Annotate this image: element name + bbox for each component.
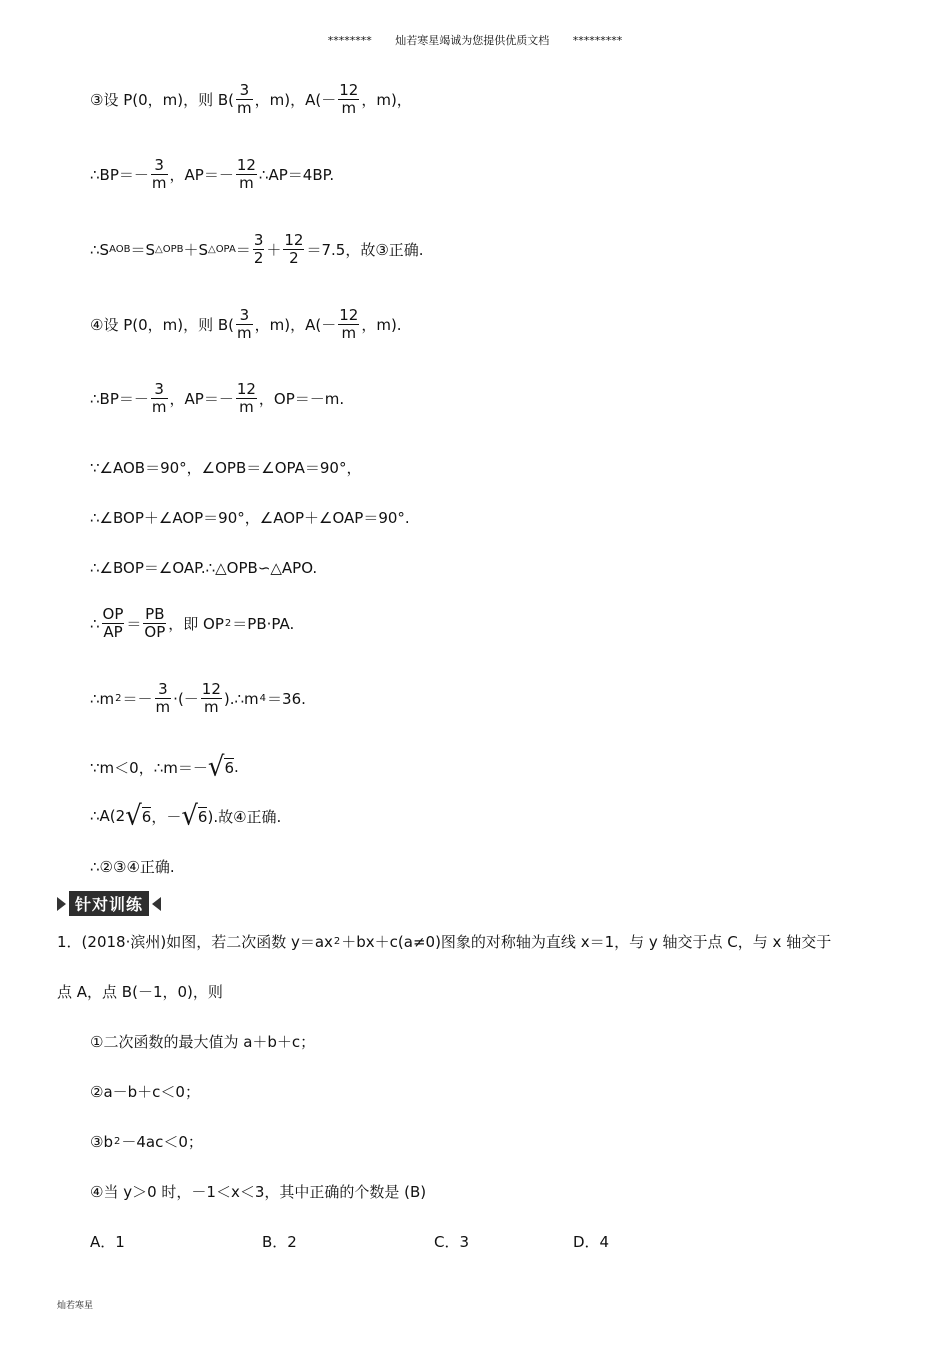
line-area: ∴S AOB ＝S △OPB ＋S △OPA ＝ $\frac{3}{2}$ ＋ $\frac{12}{2}$ ＝7.5，故③正确.	[90, 231, 424, 268]
fraction: $\frac{3}{m}$	[151, 380, 167, 417]
line-angle-sum: ∴∠BOP＋∠AOP＝90°，∠AOP＋∠OAP＝90°.	[90, 509, 410, 527]
line-bp-ap-2: ∴BP＝－ $\frac{3}{m}$ ，AP＝－ $\frac{12}{m}$ ，OP＝－m.	[90, 380, 345, 417]
problem-option-4: ④当 y＞0 时，－1＜x＜3，其中正确的个数是 (B)	[90, 1183, 427, 1201]
fraction: $\frac{3}{m}$	[151, 156, 167, 193]
section-banner	[57, 891, 161, 916]
line-ratio: ∴ $\frac{OP}{AP}$ ＝ $\frac{PB}{OP}$ ，即 OP 2 ＝PB·PA.	[90, 605, 295, 642]
sqrt-expression: √ 6	[181, 800, 208, 832]
choice-a: A．1	[90, 1233, 125, 1251]
fraction: $\frac{OP}{AP}$	[102, 605, 124, 642]
line-step3: ③设 P(0，m)，则 B( $\frac{3}{m}$ ，m)，A(－ $\frac{12}{m}$ ，m)，	[90, 81, 412, 118]
banner-label: 针对训练	[69, 891, 149, 916]
problem-option-3: ③b 2 －4ac＜0；	[90, 1132, 203, 1151]
header-stars-right: *********	[572, 34, 623, 47]
line-because-angles: ∵∠AOB＝90°，∠OPB＝∠OPA＝90°，	[90, 459, 362, 477]
line-step4: ④设 P(0，m)，则 B( $\frac{3}{m}$ ，m)，A(－ $\frac{12}{m}$ ，m).	[90, 306, 402, 343]
header-stars-left: ********	[327, 34, 372, 47]
choice-d: D．4	[573, 1233, 610, 1251]
page-header	[0, 32, 950, 48]
fraction: $\frac{12}{m}$	[339, 81, 359, 118]
problem-option-1: ①二次函数的最大值为 a＋b＋c；	[90, 1033, 316, 1051]
line-m-negative: ∵m＜0，∴m＝－ √ 6 .	[90, 751, 239, 783]
fraction: $\frac{12}{m}$	[339, 306, 359, 343]
fraction: $\frac{12}{m}$	[236, 156, 256, 193]
problem-line-2: 点 A，点 B(－1，0)，则	[57, 983, 223, 1001]
line-m-squared: ∴m 2 ＝－ $\frac{3}{m}$ ·(－ $\frac{12}{m}$ ).∴m 4 ＝36.	[90, 680, 306, 717]
fraction: $\frac{12}{m}$	[236, 380, 256, 417]
line-conclusion: ∴②③④正确.	[90, 858, 175, 876]
fraction: $\frac{3}{m}$	[237, 81, 252, 118]
line-point-a: ∴A(2 √ 6 ，－ √ 6 ).故④正确.	[90, 800, 282, 832]
fraction: $\frac{3}{m}$	[237, 306, 252, 343]
problem-option-2: ②a－b＋c＜0；	[90, 1083, 200, 1101]
header-text: 灿若寒星竭诚为您提供优质文档	[395, 34, 550, 47]
triangle-right-icon	[57, 897, 66, 911]
sqrt-expression: √ 6	[207, 751, 234, 783]
fraction: $\frac{3}{m}$	[155, 680, 171, 717]
line-similar: ∴∠BOP＝∠OAP.∴△OPB∽△APO.	[90, 559, 318, 577]
page-footer: 灿若寒星	[57, 1301, 94, 1311]
fraction: $\frac{12}{m}$	[201, 680, 221, 717]
fraction: $\frac{PB}{OP}$	[144, 605, 166, 642]
triangle-left-icon	[152, 897, 161, 911]
fraction: $\frac{3}{2}$	[253, 231, 264, 268]
fraction: $\frac{12}{2}$	[284, 231, 304, 268]
sqrt-expression: √ 6	[125, 800, 152, 832]
line-bp-ap-1: ∴BP＝－ $\frac{3}{m}$ ，AP＝－ $\frac{12}{m}$ ∴AP＝4BP.	[90, 156, 335, 193]
problem-line-1: 1．(2018·滨州)如图，若二次函数 y＝ax 2 ＋bx＋c(a≠0)图象的对称轴为直线 x＝1，与 y 轴交于点 C，与 x 轴交于	[57, 933, 832, 951]
choice-c: C．3	[434, 1233, 470, 1251]
choice-b: B．2	[262, 1233, 297, 1251]
